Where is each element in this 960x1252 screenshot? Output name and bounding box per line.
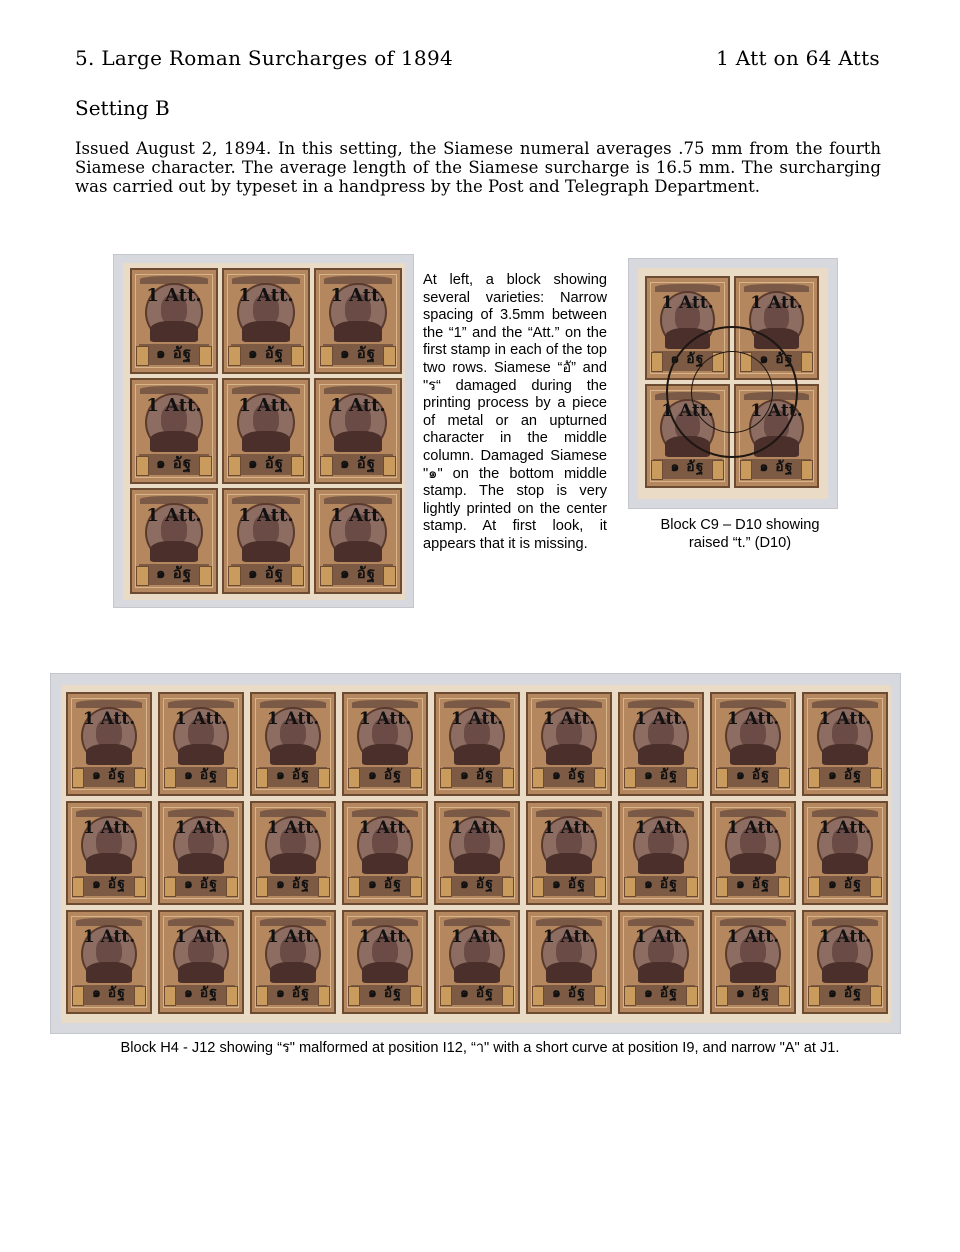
overprint-value: 1 Att.	[818, 818, 872, 838]
overprint-siamese: ๑ อัฐ	[155, 454, 193, 473]
overprint-value: 1 Att.	[661, 401, 714, 421]
overprint-value: 1 Att.	[82, 818, 136, 838]
block-2x2-caption	[640, 516, 840, 552]
block-3x9-stamp	[342, 801, 428, 905]
block-3x3-stamp	[222, 378, 310, 484]
overprint-siamese: ๑ อัฐ	[759, 351, 794, 367]
block-3x9-stamp	[802, 801, 888, 905]
overprint-siamese: ๑ อัฐ	[552, 767, 586, 783]
overprint-value: 1 Att.	[750, 293, 803, 313]
block-3x9-sheet	[61, 685, 891, 1023]
overprint-siamese: ๑ อัฐ	[247, 344, 285, 363]
block-3x9-stamp	[158, 801, 244, 905]
overprint-siamese: ๑ อัฐ	[828, 876, 862, 892]
overprint-value: 1 Att.	[450, 818, 504, 838]
block-3x9-stamp	[66, 801, 152, 905]
block-3x9-stamp	[710, 801, 796, 905]
overprint-siamese: ๑ อัฐ	[552, 876, 586, 892]
block-2x2-mount	[628, 258, 838, 509]
overprint-siamese: ๑ อัฐ	[759, 459, 794, 475]
block-3x3-stamp	[314, 268, 402, 374]
overprint-value: 1 Att.	[358, 927, 412, 947]
block-3x9-stamp	[526, 692, 612, 796]
overprint-siamese: ๑ อัฐ	[339, 454, 377, 473]
overprint-siamese: ๑ อัฐ	[644, 767, 678, 783]
overprint-value: 1 Att.	[330, 505, 386, 527]
overprint-value: 1 Att.	[726, 927, 780, 947]
overprint-value: 1 Att.	[174, 818, 228, 838]
overprint-siamese: ๑ อัฐ	[644, 876, 678, 892]
block-3x9-stamp	[342, 692, 428, 796]
block-3x9-stamp	[434, 801, 520, 905]
denomination-title: 1 Att on 64 Atts	[716, 46, 880, 70]
block-3x9-stamp	[802, 692, 888, 796]
intro-paragraph: Issued August 2, 1894. In this setting, the Siamese numeral averages .75 mm from the fourth Siamese character. The average length of the Siamese surcharge is 16.5 mm. The surcharging was carried out by typeset in a handpress by the Post and Telegraph Department.	[75, 139, 881, 196]
overprint-siamese: ๑ อัฐ	[828, 767, 862, 783]
overprint-siamese: ๑ อัฐ	[460, 767, 494, 783]
overprint-value: 1 Att.	[726, 818, 780, 838]
block-3x3-stamp	[314, 378, 402, 484]
overprint-value: 1 Att.	[634, 818, 688, 838]
overprint-siamese: ๑ อัฐ	[276, 985, 310, 1001]
overprint-siamese: ๑ อัฐ	[184, 767, 218, 783]
overprint-value: 1 Att.	[358, 709, 412, 729]
overprint-value: 1 Att.	[634, 927, 688, 947]
page-title: 5. Large Roman Surcharges of 1894	[75, 46, 453, 70]
block-3x9-stamp	[250, 910, 336, 1014]
overprint-value: 1 Att.	[542, 709, 596, 729]
block-3x3-stamp	[130, 268, 218, 374]
block-3x9-stamp	[710, 692, 796, 796]
overprint-value: 1 Att.	[750, 401, 803, 421]
block-2x2-caption-line1: Block C9 – D10 showing	[660, 517, 820, 533]
block-3x3-stamp	[130, 378, 218, 484]
block-3x3-stamp	[222, 268, 310, 374]
block-3x9-stamp	[526, 801, 612, 905]
block-3x9-stamp	[526, 910, 612, 1014]
block-2x2-sheet	[638, 268, 828, 499]
overprint-siamese: ๑ อัฐ	[339, 344, 377, 363]
overprint-value: 1 Att.	[330, 285, 386, 307]
overprint-siamese: ๑ อัฐ	[247, 454, 285, 473]
overprint-siamese: ๑ อัฐ	[460, 876, 494, 892]
overprint-siamese: ๑ อัฐ	[828, 985, 862, 1001]
block-3x9-stamp	[250, 801, 336, 905]
section-subtitle: Setting B	[75, 96, 170, 120]
overprint-siamese: ๑ อัฐ	[736, 767, 770, 783]
block-3x9-mount	[50, 673, 901, 1034]
overprint-value: 1 Att.	[82, 927, 136, 947]
overprint-siamese: ๑ อัฐ	[92, 985, 126, 1001]
overprint-value: 1 Att.	[542, 818, 596, 838]
overprint-siamese: ๑ อัฐ	[368, 985, 402, 1001]
block-3x3-stamp	[130, 488, 218, 594]
overprint-value: 1 Att.	[818, 709, 872, 729]
overprint-value: 1 Att.	[450, 709, 504, 729]
overprint-value: 1 Att.	[634, 709, 688, 729]
overprint-siamese: ๑ อัฐ	[670, 351, 705, 367]
overprint-value: 1 Att.	[174, 927, 228, 947]
overprint-value: 1 Att.	[450, 927, 504, 947]
block-3x9-stamp	[434, 692, 520, 796]
overprint-value: 1 Att.	[238, 505, 294, 527]
block-3x3-mount	[113, 254, 414, 608]
block-3x9-stamp	[66, 692, 152, 796]
overprint-siamese: ๑ อัฐ	[155, 344, 193, 363]
overprint-siamese: ๑ อัฐ	[247, 564, 285, 583]
overprint-value: 1 Att.	[174, 709, 228, 729]
overprint-siamese: ๑ อัฐ	[460, 985, 494, 1001]
block-3x9-stamp	[66, 910, 152, 1014]
overprint-value: 1 Att.	[661, 293, 714, 313]
block-3x9-stamp	[710, 910, 796, 1014]
overprint-value: 1 Att.	[726, 709, 780, 729]
overprint-siamese: ๑ อัฐ	[670, 459, 705, 475]
block-2x2-caption-line2: raised “t.” (D10)	[688, 535, 792, 551]
overprint-siamese: ๑ อัฐ	[644, 985, 678, 1001]
block-3x9-caption: Block H4 - J12 showing “ร" malformed at position I12, “า" with a short curve at position I9, and narrow "A" at J1.	[120, 1040, 840, 1056]
overprint-value: 1 Att.	[330, 395, 386, 417]
block-3x9-stamp	[618, 801, 704, 905]
overprint-siamese: ๑ อัฐ	[92, 767, 126, 783]
block-3x9-stamp	[618, 910, 704, 1014]
postmark-cancel	[666, 326, 798, 458]
overprint-value: 1 Att.	[146, 285, 202, 307]
overprint-value: 1 Att.	[146, 505, 202, 527]
overprint-value: 1 Att.	[542, 927, 596, 947]
overprint-value: 1 Att.	[818, 927, 872, 947]
overprint-siamese: ๑ อัฐ	[276, 767, 310, 783]
overprint-siamese: ๑ อัฐ	[155, 564, 193, 583]
overprint-value: 1 Att.	[146, 395, 202, 417]
overprint-value: 1 Att.	[82, 709, 136, 729]
overprint-siamese: ๑ อัฐ	[736, 985, 770, 1001]
overprint-siamese: ๑ อัฐ	[276, 876, 310, 892]
block-3x3-stamp	[222, 488, 310, 594]
overprint-value: 1 Att.	[266, 818, 320, 838]
block-3x9-stamp	[618, 692, 704, 796]
block-3x3-stamp	[314, 488, 402, 594]
block-3x9-stamp	[342, 910, 428, 1014]
overprint-siamese: ๑ อัฐ	[339, 564, 377, 583]
overprint-siamese: ๑ อัฐ	[92, 876, 126, 892]
block-3x9-stamp	[250, 692, 336, 796]
overprint-siamese: ๑ อัฐ	[368, 767, 402, 783]
overprint-siamese: ๑ อัฐ	[184, 876, 218, 892]
overprint-siamese: ๑ อัฐ	[184, 985, 218, 1001]
overprint-value: 1 Att.	[266, 709, 320, 729]
overprint-siamese: ๑ อัฐ	[736, 876, 770, 892]
block-3x9-stamp	[802, 910, 888, 1014]
overprint-value: 1 Att.	[266, 927, 320, 947]
block-3x3-description: At left, a block showing several varieties: Narrow spacing of 3.5mm between the “1” and the “Att.” on the first stamp in each of the top two rows. Siamese “อั” and "ร“ damaged during the printing process by a piece of metal or an upturned character in the middle column. Damaged Siamese "๑" on the bottom middle stamp. The stop is very lightly printed on the center stamp. At first look, it appears that it is missing.	[423, 272, 607, 552]
overprint-value: 1 Att.	[358, 818, 412, 838]
block-3x3-sheet	[123, 263, 405, 600]
overprint-siamese: ๑ อัฐ	[368, 876, 402, 892]
overprint-value: 1 Att.	[238, 395, 294, 417]
overprint-value: 1 Att.	[238, 285, 294, 307]
overprint-siamese: ๑ อัฐ	[552, 985, 586, 1001]
block-3x9-stamp	[434, 910, 520, 1014]
block-3x9-stamp	[158, 692, 244, 796]
block-3x9-stamp	[158, 910, 244, 1014]
